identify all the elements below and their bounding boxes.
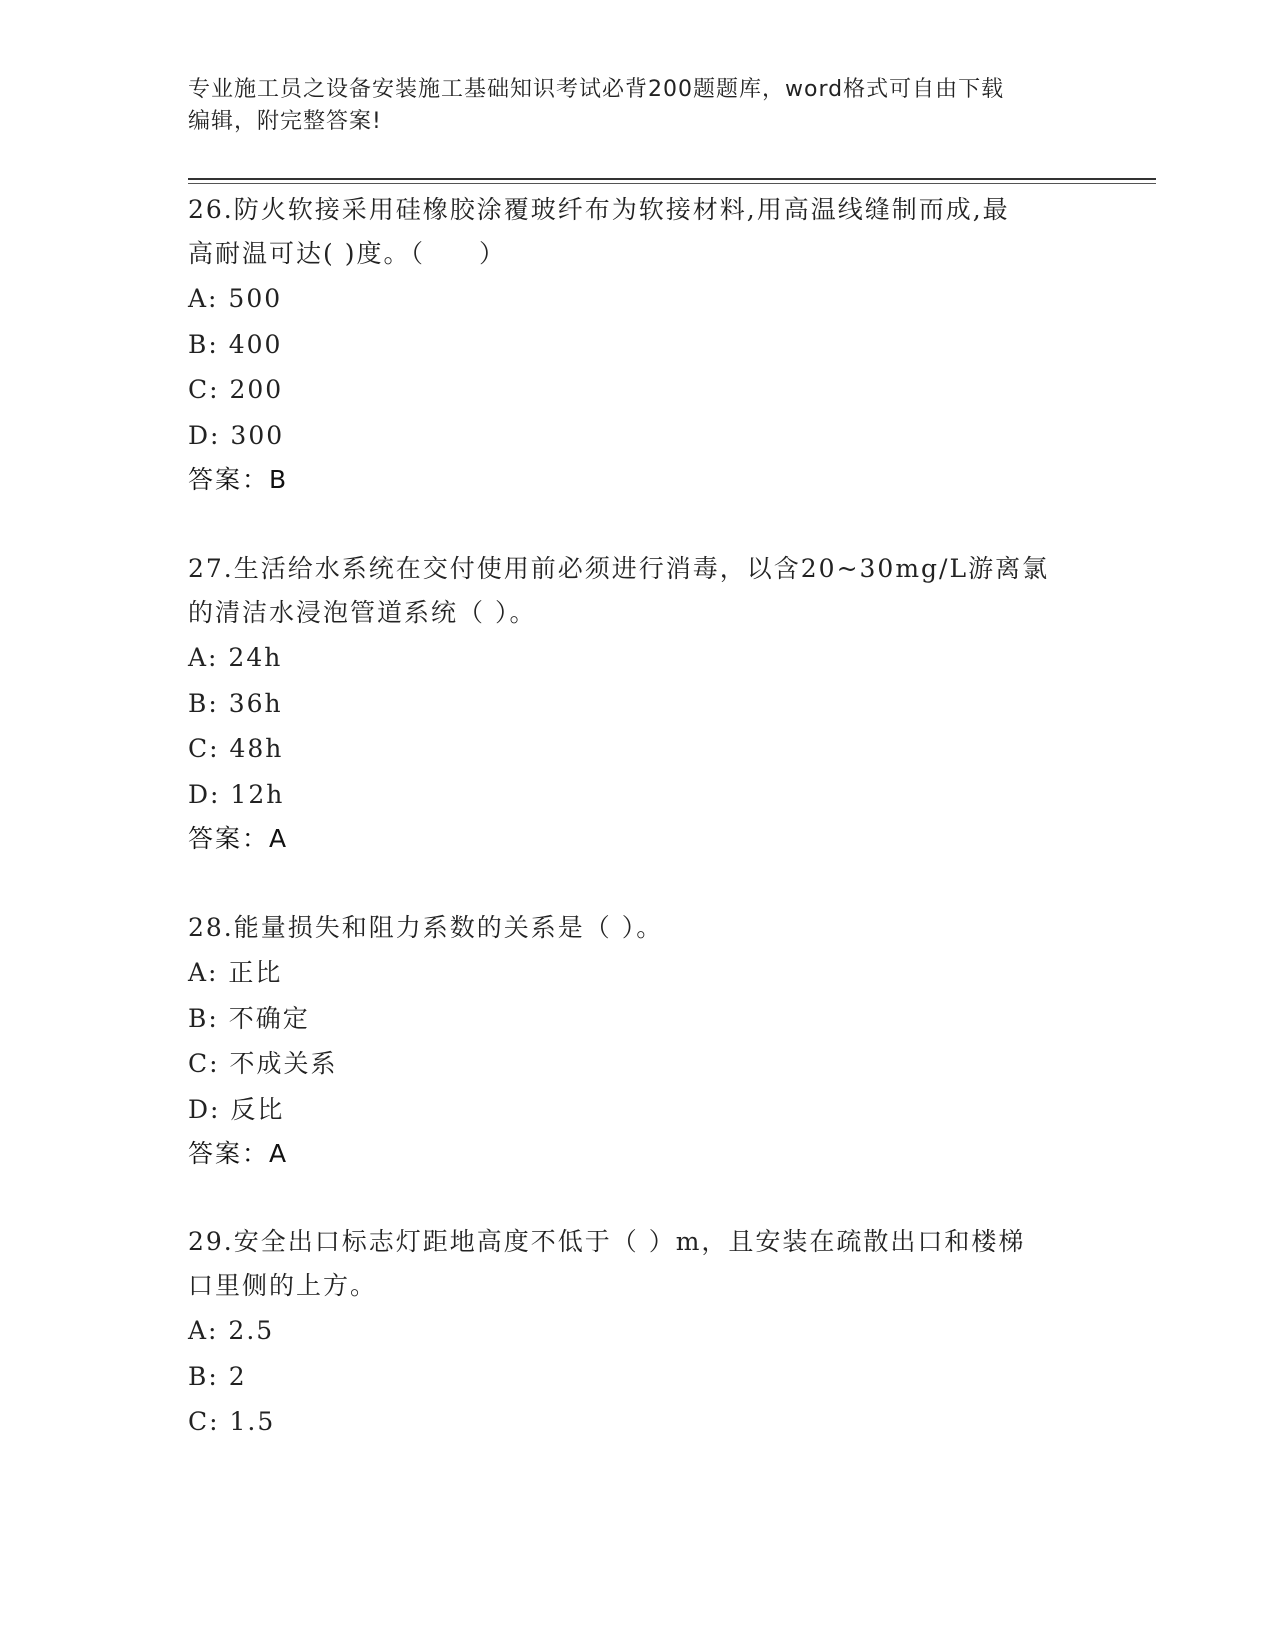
- option-d: D: 反比: [188, 1094, 285, 1124]
- answer: 答案：B: [188, 465, 289, 494]
- option-d: D: 12h: [188, 779, 285, 809]
- question-stem: 28.能量损失和阻力系数的关系是（ ）。: [188, 913, 664, 942]
- question-26: [188, 188, 1088, 502]
- option-b: B: 36h: [188, 688, 283, 718]
- option-b: B: 不确定: [188, 1003, 310, 1033]
- question-27: [188, 547, 1088, 861]
- header-divider-thin: [188, 183, 1156, 184]
- answer: 答案：A: [188, 1139, 289, 1168]
- header-line-2: 编辑，附完整答案!: [188, 109, 382, 134]
- option-a: A: 2.5: [188, 1316, 275, 1345]
- question-stem-continued: 的清洁水浸泡管道系统（ ）。: [188, 598, 537, 627]
- question-stem: 29.安全出口标志灯距地高度不低于（ ）m，且安装在疏散出口和楼梯: [188, 1227, 1026, 1256]
- question-stem: 26.防火软接采用硅橡胶涂覆玻纤布为软接材料,用高温线缝制而成,最: [188, 195, 1010, 224]
- option-a: A: 正比: [188, 958, 283, 987]
- question-29: [188, 1220, 1088, 1445]
- option-b: B: 2: [188, 1361, 247, 1391]
- option-c: C: 1.5: [188, 1407, 276, 1436]
- document-header: [188, 74, 1068, 138]
- option-a: A: 24h: [188, 643, 283, 672]
- answer: 答案：A: [188, 824, 289, 853]
- option-a: A: 500: [188, 284, 283, 313]
- question-28: [188, 906, 1088, 1176]
- option-d: D: 300: [188, 420, 285, 450]
- option-c: C: 不成关系: [188, 1049, 338, 1078]
- option-c: C: 48h: [188, 734, 284, 763]
- option-b: B: 400: [188, 329, 283, 359]
- option-c: C: 200: [188, 375, 284, 404]
- header-divider-thick: [188, 178, 1156, 180]
- header-line-1: 专业施工员之设备安装施工基础知识考试必背200题题库，word格式可自由下载: [188, 77, 1005, 102]
- question-stem-continued: 口里侧的上方。: [188, 1271, 378, 1300]
- question-stem: 27.生活给水系统在交付使用前必须进行消毒，以含20~30mg/L游离氯: [188, 554, 1050, 583]
- question-stem-continued: 高耐温可达( )度。（ ）: [188, 239, 506, 268]
